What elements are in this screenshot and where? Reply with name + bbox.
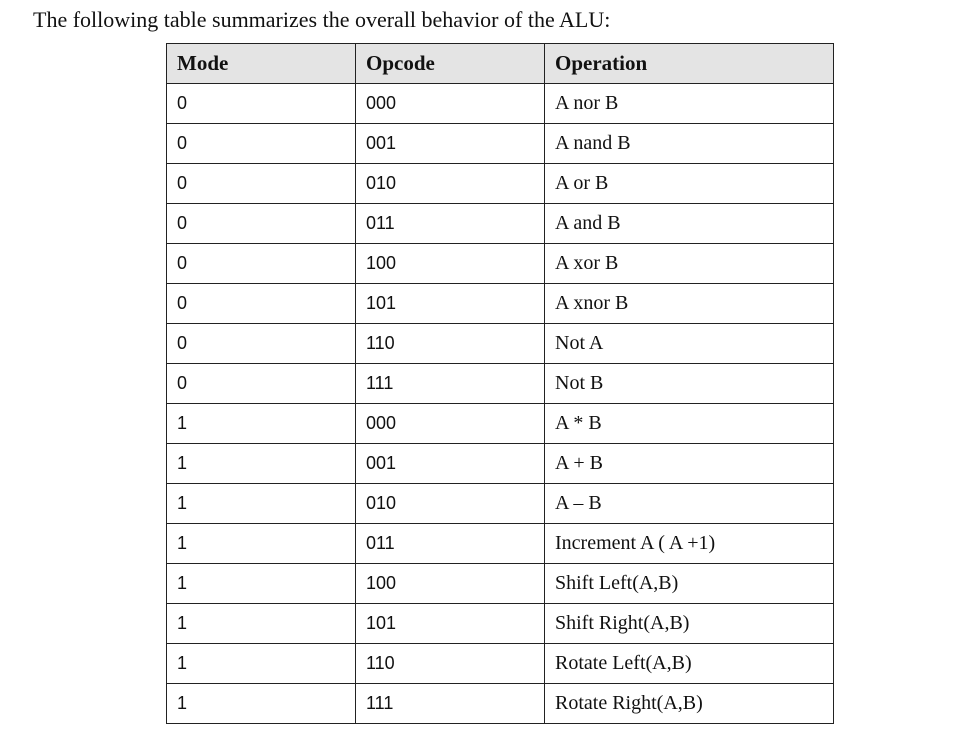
operation-cell: A nor B xyxy=(545,84,834,124)
header-mode: Mode xyxy=(167,44,356,84)
mode-cell: 1 xyxy=(167,644,356,684)
mode-cell: 0 xyxy=(167,204,356,244)
mode-cell: 1 xyxy=(167,564,356,604)
opcode-cell: 100 xyxy=(356,564,545,604)
mode-cell: 0 xyxy=(167,164,356,204)
mode-cell: 1 xyxy=(167,604,356,644)
table-row xyxy=(167,404,834,444)
opcode-cell: 011 xyxy=(356,524,545,564)
table-row xyxy=(167,484,834,524)
table-row xyxy=(167,604,834,644)
operation-cell: A + B xyxy=(545,444,834,484)
opcode-cell: 111 xyxy=(356,364,545,404)
operation-cell: A xor B xyxy=(545,244,834,284)
opcode-cell: 100 xyxy=(356,244,545,284)
opcode-cell: 001 xyxy=(356,124,545,164)
table-header-row xyxy=(167,44,834,84)
opcode-cell: 111 xyxy=(356,684,545,724)
operation-cell: Not A xyxy=(545,324,834,364)
operation-cell: A nand B xyxy=(545,124,834,164)
table-row xyxy=(167,244,834,284)
mode-cell: 0 xyxy=(167,324,356,364)
mode-cell: 1 xyxy=(167,524,356,564)
header-opcode: Opcode xyxy=(356,44,545,84)
operation-cell: Increment A ( A +1) xyxy=(545,524,834,564)
operation-cell: Shift Right(A,B) xyxy=(545,604,834,644)
table-row xyxy=(167,364,834,404)
mode-cell: 1 xyxy=(167,404,356,444)
opcode-cell: 001 xyxy=(356,444,545,484)
mode-cell: 0 xyxy=(167,124,356,164)
operation-cell: Not B xyxy=(545,364,834,404)
opcode-cell: 110 xyxy=(356,324,545,364)
operation-cell: A – B xyxy=(545,484,834,524)
table-row xyxy=(167,444,834,484)
mode-cell: 0 xyxy=(167,284,356,324)
opcode-cell: 101 xyxy=(356,284,545,324)
operation-cell: A or B xyxy=(545,164,834,204)
mode-cell: 0 xyxy=(167,244,356,284)
table-row xyxy=(167,324,834,364)
mode-cell: 0 xyxy=(167,364,356,404)
operation-cell: A and B xyxy=(545,204,834,244)
table-row xyxy=(167,204,834,244)
mode-cell: 1 xyxy=(167,484,356,524)
table-row xyxy=(167,84,834,124)
table-row xyxy=(167,164,834,204)
mode-cell: 1 xyxy=(167,684,356,724)
operation-cell: Rotate Right(A,B) xyxy=(545,684,834,724)
mode-cell: 0 xyxy=(167,84,356,124)
table-row xyxy=(167,284,834,324)
table-row xyxy=(167,524,834,564)
opcode-cell: 000 xyxy=(356,404,545,444)
operation-cell: A xnor B xyxy=(545,284,834,324)
opcode-cell: 010 xyxy=(356,484,545,524)
opcode-cell: 110 xyxy=(356,644,545,684)
opcode-cell: 000 xyxy=(356,84,545,124)
operation-cell: Rotate Left(A,B) xyxy=(545,644,834,684)
opcode-cell: 010 xyxy=(356,164,545,204)
opcode-cell: 101 xyxy=(356,604,545,644)
header-operation: Operation xyxy=(545,44,834,84)
table-row xyxy=(167,684,834,724)
operation-cell: A * B xyxy=(545,404,834,444)
intro-text: The following table summarizes the overall behavior of the ALU: xyxy=(33,7,611,32)
mode-cell: 1 xyxy=(167,444,356,484)
table-row xyxy=(167,564,834,604)
alu-behavior-table xyxy=(166,43,834,724)
table-row xyxy=(167,644,834,684)
operation-cell: Shift Left(A,B) xyxy=(545,564,834,604)
opcode-cell: 011 xyxy=(356,204,545,244)
table-body xyxy=(167,84,834,724)
table-row xyxy=(167,124,834,164)
